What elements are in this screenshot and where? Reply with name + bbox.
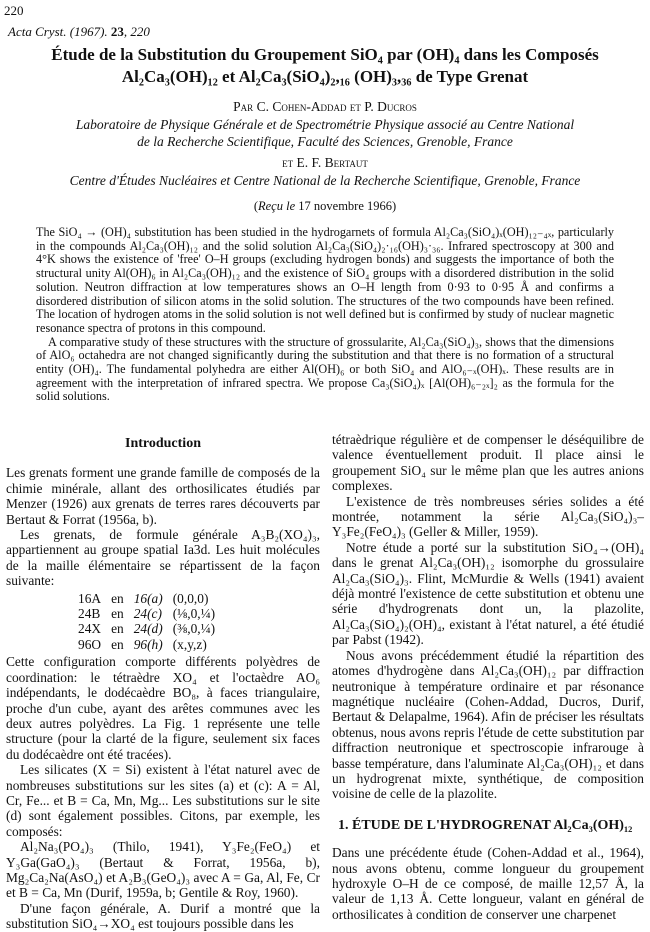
affiliation-2: Centre d'Études Nucléaires et Centre National de la Recherche Scientifique, Grenoble, France bbox=[69, 173, 581, 188]
right-paragraph-2: L'existence de très nombreuses séries solides a été montrée, notamment la série Al₂Ca₃(SiO₄)₃–Y₃Fe₂(FeO₄)₃ (Geller & Miller, 1959). bbox=[332, 493, 644, 540]
abstract bbox=[36, 226, 614, 404]
site-en: en bbox=[111, 606, 124, 622]
intro-paragraph-1: Les grenats forment une grande famille de composés de la chimie minérale, allant des orthosilicates étudiés par Menzer (1926) aux grenats de terres rares découverts par Bertaut & Forrat (1956a, b). bbox=[6, 465, 320, 527]
site-en: en bbox=[111, 636, 124, 652]
section-1-heading: 1. ÉTUDE DE L'HYDROGRENAT Al₂Ca₃(OH)₁₂ bbox=[338, 817, 633, 833]
intro-paragraph-2: Les grenats, de formule générale A₃B₂(XO₄)₃, appartiennent au groupe spatial Ia3d. Les huit molécules de la maille élémentaire se répartissent de la façon suivante: bbox=[6, 527, 320, 589]
author-names-1: C. Cohen-Addad et P. Ducros bbox=[256, 99, 417, 114]
right-paragraph-4: Nous avons précédemment étudié la répartition des atomes d'hydrogène dans Al₂Ca₃(OH)₁₂ par diffraction neutronique à température ordinaire et par résonance magnétique nucléaire (Cohen-Addad, Ducros, Durif, Bertaut & Delapalme, 1964). Afin de préciser les résultats obtenus, nous avons repris l'étude de cette substitution par diffraction neutronique et spectroscopie infrarouge à basse température, dans l'aluminate Al₂Ca₃(OH)₁₂ et dans un hydrogrenat mixte, synthétique, de composition voisine de celle de la plazolite. bbox=[332, 647, 644, 802]
affiliation-1-line-2: de la Recherche Scientifique, Faculté des Sciences, Grenoble, France bbox=[137, 134, 513, 149]
title-line-2: Al₂Ca₃(OH)₁₂ et Al₂Ca₃(SiO₄)₂,₁₆ (OH)₃,₃₆ de Type Grenat bbox=[121, 67, 529, 86]
page-number: 220 bbox=[4, 3, 24, 18]
site-coords: (0,0,0) bbox=[172, 590, 209, 606]
introduction-heading: Introduction bbox=[125, 436, 201, 451]
abstract-paragraph-2: A comparative study of these structures with the structure of grossularite, Al₂Ca₃(SiO₄)₃, shows that the dimensions of AlO₆ octahedra are not changed significantly during the substitution and that there is no formation of a structural entity (OH)₄. The fundamental polyhedra are either Al(OH)₆ or both SiO₄ and AlO₆₋ₓ(OH)ₓ. These results are in agreement with the interpretation of infrared spectra. We propose Ca₃(SiO₄)ₓ [Al(OH)₆₋₂ₓ]₂ as the formula for the solid solutions. bbox=[36, 334, 614, 404]
intro-paragraph-4: Les silicates (X = Si) existent à l'état naturel avec de nombreuses substitutions sur les sites (a) et (c): A = Al, Cr, Fe... et B = Ca, Mn, Mg... Les substitutions sur le site (d) sont également possibles. Citons, par exemple, les composés: bbox=[6, 762, 320, 839]
site-coords: (⅜,0,¼) bbox=[172, 621, 216, 637]
right-paragraph-3: Notre étude a porté sur la substitution SiO₄→(OH)₄ dans le grenat Al₂Ca₃(OH)₁₂ isomorphe du grossulaire Al₂Ca₃(SiO₄)₃. Flint, McMurdie & Wells (1941) avaient déjà montré l'existence de cette substitution et obtenu une série d'hydrogrenats dont un, la plazolite, Al₂Ca₃(SiO₄)₂(OH)₄, existant à l'état naturel, a été étudié par Pabst (1942). bbox=[332, 539, 644, 648]
site-row bbox=[78, 621, 225, 636]
author-names-2: E. F. Bertaut bbox=[296, 155, 368, 170]
author-par: Par bbox=[233, 99, 254, 114]
site-atom: 16A bbox=[78, 590, 102, 606]
site-table bbox=[78, 591, 225, 653]
site-en: en bbox=[111, 621, 124, 637]
site-position: 96(h) bbox=[133, 636, 163, 652]
affiliation-1-line-1: Laboratoire de Physique Générale et de Spectrométrie Physique associé au Centre National bbox=[75, 117, 575, 132]
site-row bbox=[78, 606, 225, 621]
received-date: (Reçu le 17 novembre 1966) bbox=[253, 199, 397, 213]
title-line-1: Étude de la Substitution du Groupement SiO₄ par (OH)₄ dans les Composés bbox=[51, 45, 599, 64]
left-column bbox=[6, 432, 320, 932]
site-position: 16(a) bbox=[133, 590, 163, 606]
authors-line-2 bbox=[0, 154, 650, 172]
journal-volume: 23 bbox=[110, 24, 124, 39]
site-position: 24(d) bbox=[133, 621, 163, 637]
journal-name: Acta Cryst. bbox=[8, 24, 67, 39]
received-label: Reçu le bbox=[258, 199, 296, 213]
site-en: en bbox=[111, 590, 124, 606]
right-paragraph-1: tétraèdrique régulière et de compenser le déséquilibre de valence éventuellement produit. Il place ainsi le groupement SiO₄ sur le même plan que les autres anions complexes. bbox=[332, 432, 644, 494]
site-position: 24(c) bbox=[133, 606, 162, 622]
site-atom: 24X bbox=[78, 621, 102, 637]
authors-line-1 bbox=[0, 98, 650, 116]
journal-pages: , 220 bbox=[123, 24, 150, 39]
right-column bbox=[332, 432, 644, 922]
received-day: 17 novembre 1966 bbox=[298, 199, 392, 213]
intro-paragraph-6: D'une façon générale, A. Durif a montré que la substitution SiO₄→XO₄ est toujours possible dans les bbox=[6, 900, 320, 932]
site-coords: (x,y,z) bbox=[172, 636, 207, 652]
site-atom: 96O bbox=[78, 636, 102, 652]
abstract-paragraph-1: The SiO₄ → (OH)₄ substitution has been studied in the hydrogarnets of formula Al₂Ca₃(SiO₄)ₓ(OH)₁₂₋₄ₓ, particularly in the compounds Al₂Ca₃(OH)₁₂ and the solid solution Al₂Ca₃(SiO₄)₂·₁₆(OH)₃·₃₆. Infrared spectroscopy at 300 and 4°K shows the existence of 'free' O–H groups (excluding hydrogen bonds) and suggests the importance of both the structural unity Al(OH)₆ in Al₂Ca₃(OH)₁₂ and the existence of SiO₄ groups with a disordered distribution in the solid solution. Neutron diffraction at low temperatures shows an O–H length from 0·93 to 0·95 Å and confirms a disordered distribution of silicon atoms in the solid solution. The structures of the two compounds have been refined. The location of hydrogen atoms in the solid solution is not well defined but is confirmed by study of nuclear magnetic resonance spectra of protons in this compound. bbox=[36, 225, 614, 335]
site-coords: (⅛,0,¼) bbox=[172, 606, 216, 622]
intro-paragraph-5: Al₂Na₃(PO₄)₃ (Thilo, 1941), Y₃Fe₂(FeO₄) et Y₃Ga(GaO₄)₃ (Bertaut & Forrat, 1956a, b), Mg₂Ca₂Na(AsO₄) et A₂B₃(GeO₄)₃ avec A = Ga, Al, Fe, Cr et B = Ca, Mn (Durif, 1959a, b; Gentile & Roy, 1960). bbox=[6, 839, 320, 901]
site-row bbox=[78, 637, 225, 652]
right-paragraph-5: Dans une précédente étude (Cohen-Addad et al., 1964), nous avons obtenu, comme longueur du groupement hydroxyle O–H de ce composé, de maille 12,57 Å, la valeur de 1,13 Å. Cette longueur, valant en général de orthosilicates à condition de conserver une charpenet bbox=[332, 845, 644, 922]
site-row bbox=[78, 591, 225, 606]
author-et: et bbox=[282, 155, 294, 170]
journal-reference bbox=[8, 24, 150, 40]
site-atom: 24B bbox=[78, 606, 101, 622]
journal-year: (1967). bbox=[66, 24, 111, 39]
intro-paragraph-3: Cette configuration comporte différents polyèdres de coordination: le tétraèdre XO₄ et l'octaèdre AO₆ indépendants, le dodécaèdre BO₈, à faces triangulaire, proche d'un cube, ayant des arêtes communes avec les deux autres polyèdres. La Fig. 1 représente une telle structure (pour la clarté de la figure, seulement six faces du dodécaèdre ont été tracées). bbox=[6, 654, 320, 762]
